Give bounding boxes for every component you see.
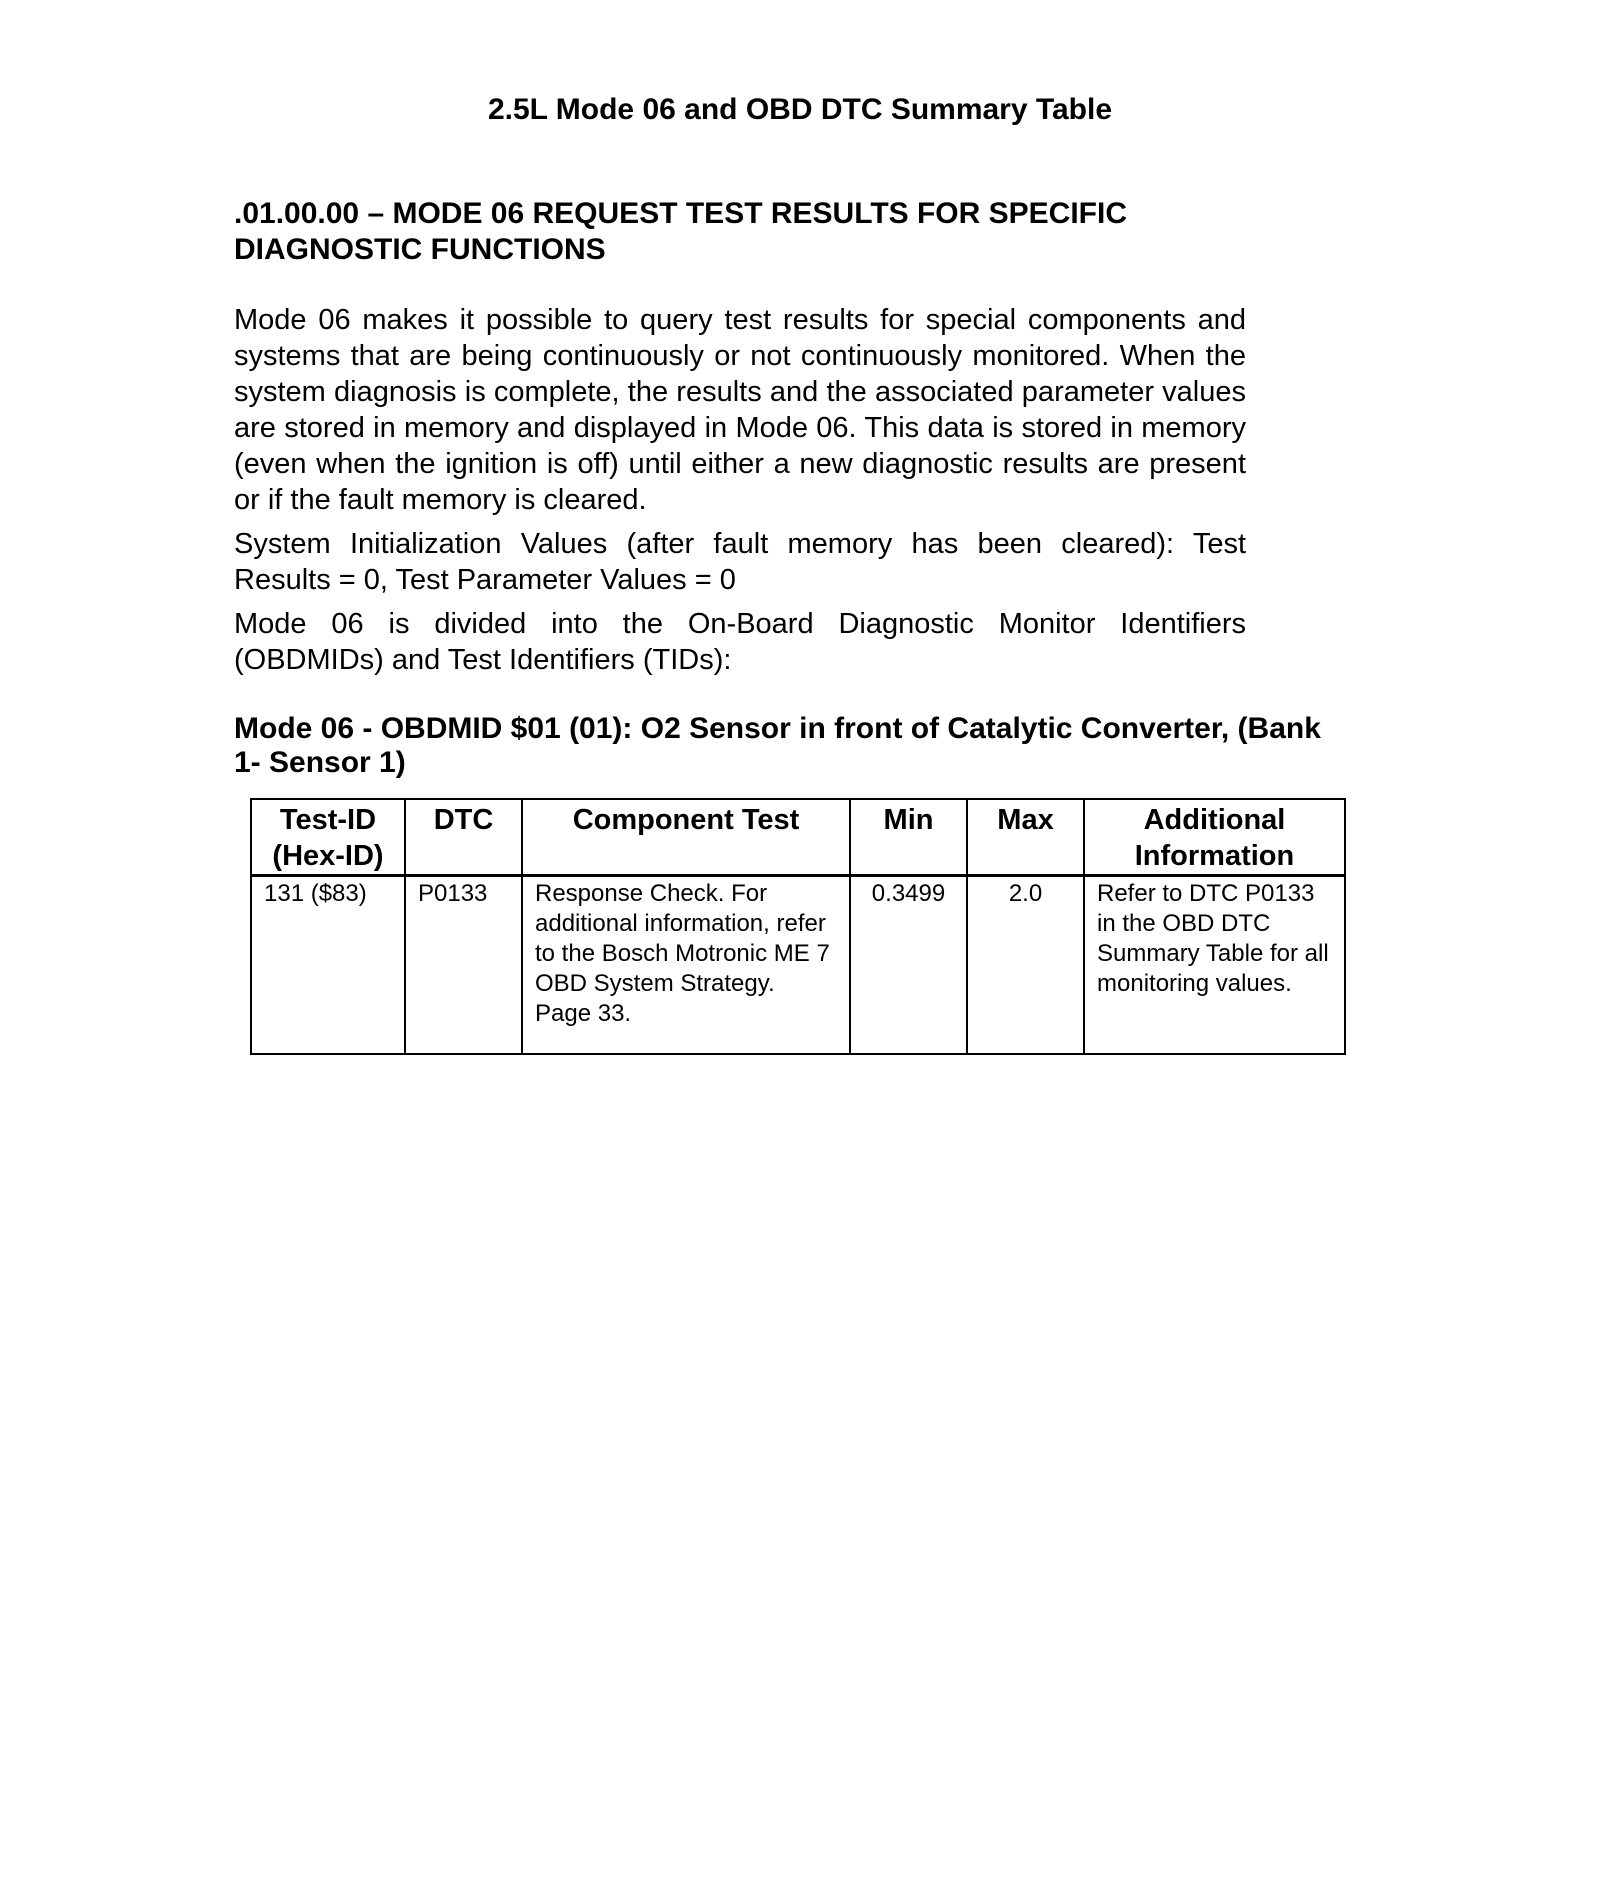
table-header-row (251, 799, 1345, 876)
section-heading: .01.00.00 – MODE 06 REQUEST TEST RESULTS FOR SPECIFIC DIAGNOSTIC FUNCTIONS (234, 197, 1127, 266)
header-dtc: DTC (405, 799, 522, 876)
intro-paragraph: Mode 06 makes it possible to query test results for special components and systems that are being continuously or not continuously monitored. When the system diagnosis is complete, the results and the associated parameter values are stored in memory and displayed in Mode 06. This data is stored in memory (even when the ignition is off) until either a new diagnostic results are present or if the fault memory is cleared. (234, 304, 1246, 516)
page-title: 2.5L Mode 06 and OBD DTC Summary Table (487, 93, 1113, 126)
subsection-heading: Mode 06 - OBDMID $01 (01): O2 Sensor in front of Catalytic Converter, (Bank 1- Sensor 1) (234, 712, 1321, 779)
cell-min: 0.3499 (850, 876, 967, 1055)
cell-max: 2.0 (967, 876, 1084, 1055)
header-component-test: Component Test (522, 799, 850, 876)
header-min: Min (850, 799, 967, 876)
initialization-paragraph: System Initialization Values (after fault memory has been cleared): Test Results = 0, Test Parameter Values = 0 (234, 528, 1246, 596)
mode06-results-table (250, 798, 1346, 1055)
cell-test-id: 131 ($83) (251, 876, 405, 1055)
identifiers-paragraph: Mode 06 is divided into the On-Board Diagnostic Monitor Identifiers (OBDMIDs) and Test Identifiers (TIDs): (234, 608, 1246, 676)
header-additional-info: Additional Information (1084, 799, 1345, 876)
table-row (251, 876, 1345, 1055)
cell-dtc: P0133 (405, 876, 522, 1055)
cell-component-test: Response Check. For additional information, refer to the Bosch Motronic ME 7 OBD System Strategy. Page 33. (522, 876, 850, 1055)
cell-additional-info: Refer to DTC P0133 in the OBD DTC Summary Table for all monitoring values. (1084, 876, 1345, 1055)
header-max: Max (967, 799, 1084, 876)
header-test-id: Test-ID (Hex-ID) (251, 799, 405, 876)
